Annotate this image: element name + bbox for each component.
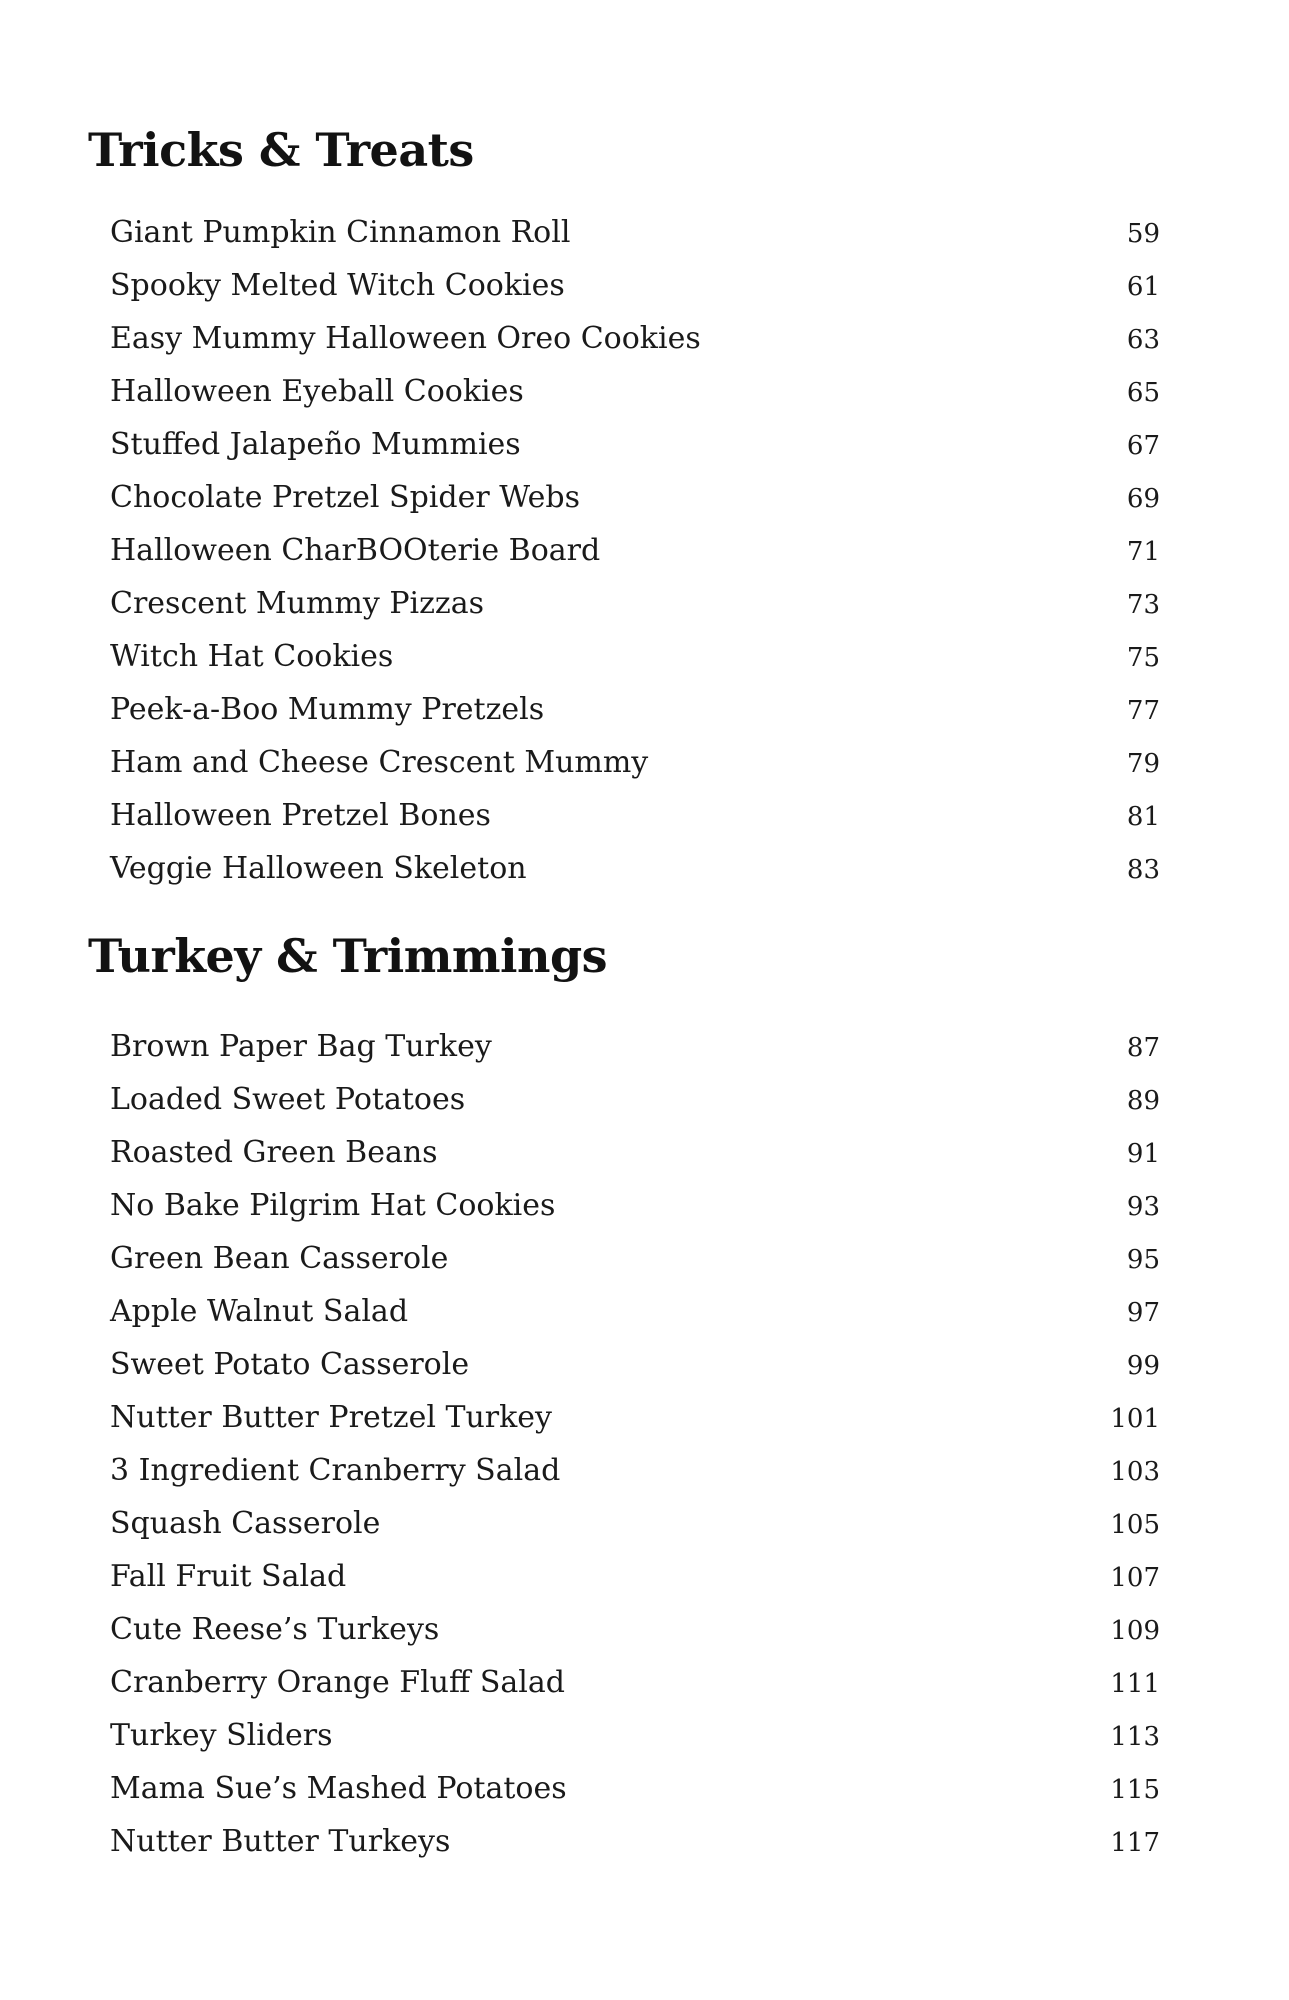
page-number: 109: [1110, 1616, 1160, 1647]
recipe-title: Chocolate Pretzel Spider Webs: [110, 480, 580, 516]
page-number: 117: [1110, 1828, 1160, 1859]
recipe-title: Green Bean Casserole: [110, 1241, 449, 1277]
toc-entry[interactable]: [110, 577, 1160, 630]
recipe-title: Witch Hat Cookies: [110, 639, 394, 675]
toc-list-tricks-and-treats: [88, 206, 1160, 895]
page-number: 61: [1126, 272, 1160, 303]
toc-entry[interactable]: [110, 524, 1160, 577]
recipe-title: 3 Ingredient Cranberry Salad: [110, 1453, 561, 1489]
page-number: 79: [1126, 749, 1160, 780]
section-title-turkey-and-trimmings: Turkey & Trimmings: [88, 929, 608, 984]
recipe-title: Halloween CharBOOterie Board: [110, 533, 601, 569]
toc-entry[interactable]: [110, 1232, 1160, 1285]
toc-entry[interactable]: [110, 1656, 1160, 1709]
page-number: 103: [1110, 1457, 1160, 1488]
recipe-title: No Bake Pilgrim Hat Cookies: [110, 1188, 556, 1224]
page-number: 59: [1126, 219, 1160, 250]
recipe-title: Sweet Potato Casserole: [110, 1347, 470, 1383]
recipe-title: Spooky Melted Witch Cookies: [110, 268, 565, 304]
page-number: 113: [1110, 1722, 1160, 1753]
recipe-title: Loaded Sweet Potatoes: [110, 1082, 466, 1118]
page-number: 83: [1126, 855, 1160, 886]
page-number: 63: [1126, 325, 1160, 356]
recipe-title: Brown Paper Bag Turkey: [110, 1029, 492, 1065]
toc-entry[interactable]: [110, 1285, 1160, 1338]
page-number: 99: [1126, 1351, 1160, 1382]
recipe-title: Squash Casserole: [110, 1506, 381, 1542]
recipe-title: Nutter Butter Pretzel Turkey: [110, 1400, 553, 1436]
toc-list-turkey-and-trimmings: [88, 1020, 1160, 1868]
toc-entry[interactable]: [110, 365, 1160, 418]
toc-entry[interactable]: [110, 1815, 1160, 1868]
toc-entry[interactable]: [110, 842, 1160, 895]
page-number: 73: [1126, 590, 1160, 621]
recipe-title: Easy Mummy Halloween Oreo Cookies: [110, 321, 701, 357]
toc-entry[interactable]: [110, 1762, 1160, 1815]
toc-entry[interactable]: [110, 736, 1160, 789]
recipe-title: Stuffed Jalapeño Mummies: [110, 427, 521, 463]
recipe-title: Roasted Green Beans: [110, 1135, 438, 1171]
toc-entry[interactable]: [110, 789, 1160, 842]
page-number: 89: [1126, 1086, 1160, 1117]
recipe-title: Veggie Halloween Skeleton: [110, 851, 527, 887]
page-number: 93: [1126, 1192, 1160, 1223]
recipe-title: Turkey Sliders: [110, 1718, 333, 1754]
page-number: 95: [1126, 1245, 1160, 1276]
recipe-title: Nutter Butter Turkeys: [110, 1824, 451, 1860]
page-number: 87: [1126, 1033, 1160, 1064]
toc-entry[interactable]: [110, 1338, 1160, 1391]
recipe-title: Cranberry Orange Fluff Salad: [110, 1665, 565, 1701]
page-number: 71: [1126, 537, 1160, 568]
page-number: 115: [1110, 1775, 1160, 1806]
page-number: 65: [1126, 378, 1160, 409]
toc-entry[interactable]: [110, 1709, 1160, 1762]
page-number: 77: [1126, 696, 1160, 727]
toc-entry[interactable]: [110, 1073, 1160, 1126]
toc-entry[interactable]: [110, 1550, 1160, 1603]
page-number: 75: [1126, 643, 1160, 674]
toc-entry[interactable]: [110, 1020, 1160, 1073]
toc-entry[interactable]: [110, 471, 1160, 524]
page-number: 91: [1126, 1139, 1160, 1170]
toc-entry[interactable]: [110, 259, 1160, 312]
recipe-title: Fall Fruit Salad: [110, 1559, 347, 1595]
page-number: 101: [1110, 1404, 1160, 1435]
toc-entry[interactable]: [110, 206, 1160, 259]
page-number: 105: [1110, 1510, 1160, 1541]
page-number: 69: [1126, 484, 1160, 515]
toc-entry[interactable]: [110, 1603, 1160, 1656]
recipe-title: Apple Walnut Salad: [110, 1294, 409, 1330]
toc-entry[interactable]: [110, 1444, 1160, 1497]
toc-entry[interactable]: [110, 418, 1160, 471]
toc-entry[interactable]: [110, 1126, 1160, 1179]
recipe-title: Mama Sue’s Mashed Potatoes: [110, 1771, 567, 1807]
toc-entry[interactable]: [110, 630, 1160, 683]
section-title-tricks-and-treats: Tricks & Treats: [88, 123, 474, 177]
recipe-title: Peek-a-Boo Mummy Pretzels: [110, 692, 545, 728]
recipe-title: Ham and Cheese Crescent Mummy: [110, 745, 649, 781]
recipe-title: Halloween Pretzel Bones: [110, 798, 491, 834]
recipe-title: Giant Pumpkin Cinnamon Roll: [110, 215, 571, 251]
recipe-title: Halloween Eyeball Cookies: [110, 374, 524, 410]
page-number: 97: [1126, 1298, 1160, 1329]
page-number: 111: [1110, 1669, 1160, 1700]
toc-entry[interactable]: [110, 683, 1160, 736]
recipe-title: Crescent Mummy Pizzas: [110, 586, 485, 622]
toc-entry[interactable]: [110, 1391, 1160, 1444]
table-of-contents: [88, 0, 1160, 1868]
toc-entry[interactable]: [110, 1179, 1160, 1232]
page-number: 81: [1126, 802, 1160, 833]
page-number: 67: [1126, 431, 1160, 462]
page-number: 107: [1110, 1563, 1160, 1594]
toc-entry[interactable]: [110, 1497, 1160, 1550]
toc-entry[interactable]: [110, 312, 1160, 365]
recipe-title: Cute Reese’s Turkeys: [110, 1612, 440, 1648]
